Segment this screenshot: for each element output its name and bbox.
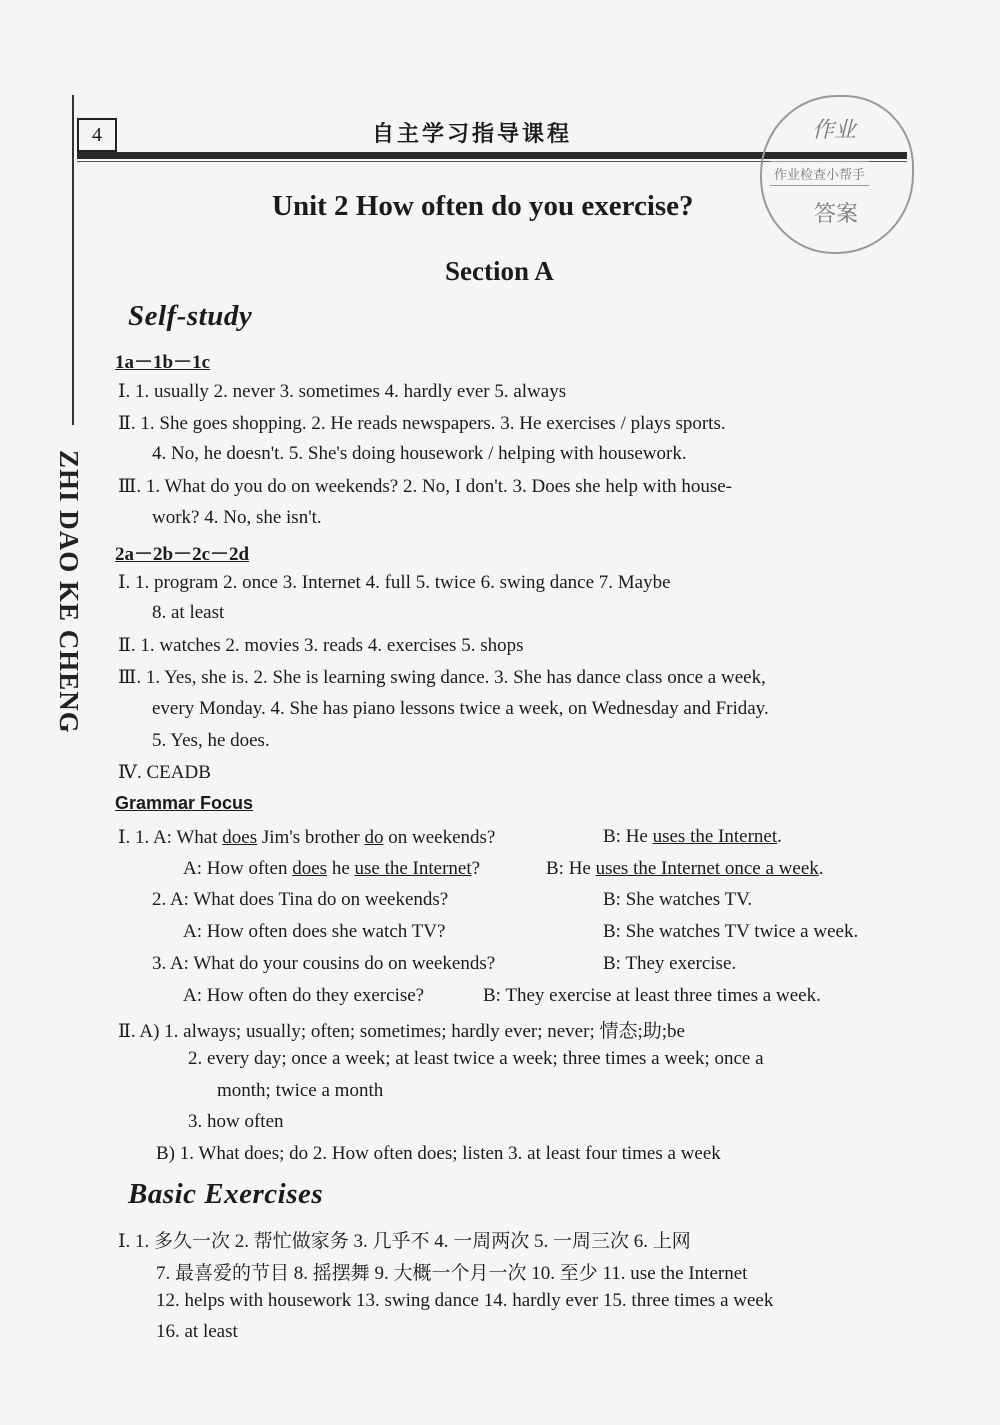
part2-line-6: 5. Yes, he does. xyxy=(152,730,270,751)
grammar-1b-underline: uses the Internet xyxy=(652,826,778,847)
part1-line-3: 4. No, he doesn't. 5. She's doing housework / helping with housework. xyxy=(152,443,687,464)
section-title: Section A xyxy=(445,256,554,286)
basic-line-3: 12. helps with housework 13. swing dance 14. hardly ever 15. three times a week xyxy=(156,1290,774,1311)
grammar-1a-pre: Ⅰ. 1. A: What xyxy=(118,827,223,848)
grammar-2b: B: She watches TV. xyxy=(603,889,753,910)
page-number: 4 xyxy=(77,118,117,152)
grammar-1d-pre: B: He xyxy=(546,858,596,879)
grammar-1b-pre: B: He xyxy=(603,826,653,847)
part2-line-4: Ⅲ. 1. Yes, she is. 2. She is learning swing dance. 3. She has dance class once a week, xyxy=(118,667,766,688)
part2-line-1: Ⅰ. 1. program 2. once 3. Internet 4. full 5. twice 6. swing dance 7. Maybe xyxy=(118,572,671,593)
grammar-1b xyxy=(603,826,782,848)
grammar-part2-line-3: month; twice a month xyxy=(217,1080,384,1101)
grammar-focus-label: Grammar Focus xyxy=(115,793,254,813)
part1-line-1: Ⅰ. 1. usually 2. never 3. sometimes 4. hardly ever 5. always xyxy=(118,381,567,402)
part2-label: 2a－2b－2c－2d xyxy=(115,544,250,565)
grammar-1d-underline: uses the Internet once a week xyxy=(595,858,819,879)
grammar-1b-post: . xyxy=(777,826,782,847)
grammar-2c: A: How often does she watch TV? xyxy=(183,921,446,942)
part1-label: 1a－1b－1c xyxy=(115,352,211,373)
grammar-part2-line-5: B) 1. What does; do 2. How often does; listen 3. at least four times a week xyxy=(156,1143,721,1164)
grammar-1c-post: ? xyxy=(471,858,481,879)
grammar-3b: B: They exercise. xyxy=(603,953,737,974)
grammar-1d-post: . xyxy=(818,858,824,879)
grammar-1a-mid: Jim's brother xyxy=(257,827,365,848)
part1-line-5: work? 4. No, she isn't. xyxy=(152,507,322,528)
stamp-bottom-text: 答案 xyxy=(814,202,859,227)
grammar-1c-underline-1: does xyxy=(292,858,328,879)
part1-line-2: Ⅱ. 1. She goes shopping. 2. He reads newspapers. 3. He exercises / plays sports. xyxy=(118,413,726,434)
grammar-2a: 2. A: What does Tina do on weekends? xyxy=(152,889,449,910)
grammar-3a: 3. A: What do your cousins do on weekends? xyxy=(152,953,496,974)
grammar-3c: A: How often do they exercise? xyxy=(183,985,425,1006)
part1-line-4: Ⅲ. 1. What do you do on weekends? 2. No, I don't. 3. Does she help with house- xyxy=(118,476,732,497)
grammar-1a-underline-2: do xyxy=(364,827,384,848)
stamp-middle-text: 作业检查小帮手 xyxy=(770,161,869,186)
grammar-1c-pre: A: How often xyxy=(183,858,293,879)
grammar-part2-line-4: 3. how often xyxy=(188,1111,284,1132)
grammar-1a-underline-1: does xyxy=(222,827,258,848)
part2-line-3: Ⅱ. 1. watches 2. movies 3. reads 4. exercises 5. shops xyxy=(118,635,524,656)
basic-line-1: Ⅰ. 1. 多久一次 2. 帮忙做家务 3. 几乎不 4. 一周两次 5. 一周三次 6. 上网 xyxy=(118,1231,691,1252)
grammar-1a xyxy=(118,826,495,849)
part2-line-5: every Monday. 4. She has piano lessons twice a week, on Wednesday and Friday. xyxy=(152,698,769,719)
grammar-3d: B: They exercise at least three times a week. xyxy=(483,985,821,1006)
grammar-2d: B: She watches TV twice a week. xyxy=(603,921,859,942)
basic-line-4: 16. at least xyxy=(156,1321,238,1342)
part2-line-7: Ⅳ. CEADB xyxy=(118,762,211,783)
grammar-1c xyxy=(183,858,480,880)
grammar-1d xyxy=(546,858,824,880)
grammar-1c-mid: he xyxy=(327,858,355,879)
grammar-1a-post: on weekends? xyxy=(383,827,496,848)
part2-line-2: 8. at least xyxy=(152,602,225,623)
grammar-1c-underline-2: use the Internet xyxy=(354,858,472,879)
homework-stamp xyxy=(760,95,914,254)
header-title: 自主学习指导课程 xyxy=(372,122,573,147)
basic-line-2: 7. 最喜爱的节目 8. 摇摆舞 9. 大概一个月一次 10. 至少 11. use the Internet xyxy=(156,1263,748,1284)
unit-title: Unit 2 How often do you exercise? xyxy=(272,190,694,222)
self-study-heading: Self-study xyxy=(128,300,253,332)
margin-rule xyxy=(72,95,74,425)
grammar-part2-line-1: Ⅱ. A) 1. always; usually; often; sometimes; hardly ever; never; 情态;助;be xyxy=(118,1021,685,1042)
side-series-title: ZHI DAO KE CHENG xyxy=(54,450,84,734)
stamp-top-text: 作业 xyxy=(812,118,857,143)
basic-exercises-heading: Basic Exercises xyxy=(128,1178,324,1210)
grammar-part2-line-2: 2. every day; once a week; at least twice a week; three times a week; once a xyxy=(188,1048,764,1069)
